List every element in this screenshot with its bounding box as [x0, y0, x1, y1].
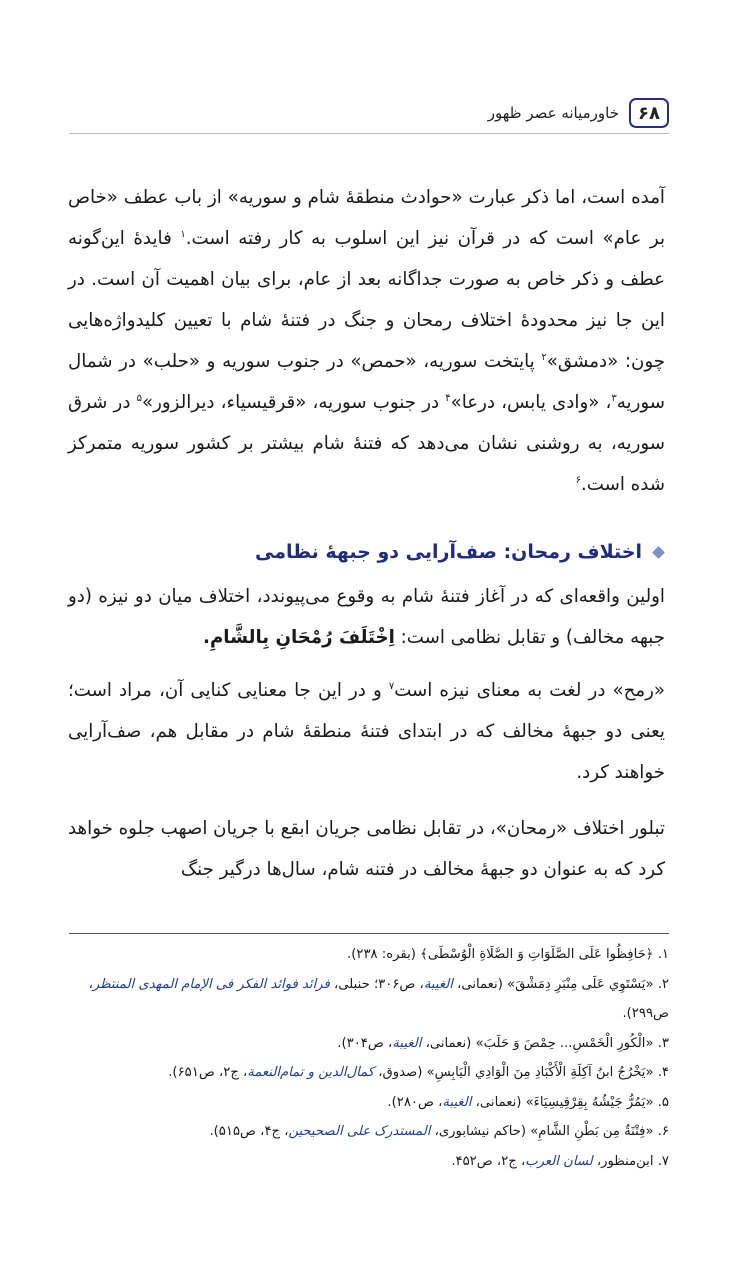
footnote-ref-2[interactable]: ۲: [541, 351, 547, 363]
paragraph-1-text: در جنوب سوریه، «قرقیسیاء، دیرالزور»: [141, 392, 446, 413]
footnote-divider: [69, 933, 669, 934]
footnote-text: ، ص۲۹۹).: [88, 976, 669, 1021]
paragraph-1-text: پایتخت سوریه، «حمص» در جنوب سوریه و «حلب» در شمال سوریه: [68, 351, 665, 413]
footnote-ref-1[interactable]: ۱: [180, 228, 186, 240]
page-header: [69, 95, 669, 131]
footnote-source-title: الغيبة: [423, 976, 453, 992]
paragraph-2-text: اولین واقعه‌ای که در آغاز فتنهٔ شام به وقوع می‌پیوندد، اختلاف میان دو نیزه (دو جبهه مخالف) و تقابل نظامی است:: [68, 586, 665, 648]
paragraph-1-text: در شرق سوریه، به روشنی نشان می‌دهد که فتنهٔ شام بیشتر بر کشور سوریه متمرکز شده است.: [68, 392, 665, 495]
footnotes: [69, 940, 669, 1176]
footnote-text: ۲. «يَسْتَوِي عَلَى مِنْبَرِ دِمَشْقَ» (نعمانی،: [452, 976, 669, 992]
footnote-source-title: الغيبة: [442, 1094, 472, 1110]
footnote-text: ۶. «فِتْنَةٌ مِن بَطْنِ الشَّامِ» (حاکم نیشابوری،: [430, 1124, 669, 1139]
footnote-source-title: لسان العرب: [525, 1153, 593, 1169]
footnote-text: ۳. «الْكُورِ الْخَمْسِ... حِمْصَ وَ حَلَبَ» (نعمانی،: [421, 1035, 669, 1051]
footnote-ref-3[interactable]: ۳: [611, 392, 617, 404]
running-title: خاورمیانه عصر ظهور: [487, 104, 619, 122]
paragraph-1: [68, 177, 665, 505]
paragraph-4: [68, 808, 665, 890]
paragraph-3-text: و در این جا معنایی کنایی آن، مراد است؛ یعنی دو جبههٔ مخالف که در ابتدای فتنهٔ منطقهٔ شام در مقابل هم، صف‌آرایی خواهند کرد.: [68, 680, 665, 783]
footnote-text: ۴. «يَخْرُجُ ابنُ آكِلَةِ الْأَكْبَادِ مِنَ الْوَادِي الْيَابِسِ» (صدوق،: [374, 1065, 669, 1080]
paragraph-1-text: آمده است، اما ذکر عبارت «حوادث منطقهٔ شام و سوریه» از باب عطف «خاص بر عام» است که در قرآن نیز این اسلوب به کار رفته است.: [68, 187, 666, 249]
footnote-ref-5[interactable]: ۵: [136, 392, 142, 404]
footnote-4: [69, 1058, 669, 1088]
footnote-text: ، ص۳۰۶؛ حنبلی،: [329, 976, 424, 992]
footnote-text: ، ج۲، ص۴۵۲.: [451, 1153, 526, 1169]
paragraph-4-text: تبلور اختلاف «رمحان»، در تقابل نظامی جریان ابقع با جریان اصهب جلوه خواهد کرد که به عنوان دو جبههٔ مخالف در فتنه شام، سال‌ها درگیر جنگ: [68, 818, 665, 880]
paragraph-3: [68, 670, 665, 793]
footnote-text: ، ص۳۰۴).: [337, 1035, 393, 1051]
section-heading: [68, 532, 665, 572]
footnote-ref-7[interactable]: ۷: [388, 680, 395, 692]
footnote-text: ۱. ﴿حَافِظُوا عَلَى الصَّلَوَاتِ وَ الصَّلَاةِ الْوُسْطَى﴾ (بقره: ۲۳۸).: [347, 947, 669, 962]
paragraph-3-text: «رمح» در لغت به معنای نیزه است: [394, 680, 666, 701]
footnote-source-title: کمال‌الدین و تمام‌النعمة: [247, 1065, 375, 1080]
footnote-text: ۷. ابن‌منظور،: [592, 1153, 669, 1169]
footnote-text: ۵. «يَمُرُّ جَيْشُهُ بِقِرْقِيسِيَاءَ» (نعمانی،: [471, 1094, 669, 1110]
footnote-6: [69, 1117, 669, 1147]
footnote-text: ، ص۲۸۰).: [387, 1094, 443, 1110]
paragraph-2: [68, 576, 665, 658]
footnote-1: [69, 940, 669, 970]
footnote-ref-6[interactable]: ۶: [575, 474, 581, 486]
footnote-5: [69, 1088, 669, 1118]
paragraph-1-text: فایدهٔ این‌گونه عطف و ذکر خاص به صورت جداگانه بعد از عام، برای بیان اهمیت آن است. در این جا نیز محدودهٔ اختلاف رمحان و جنگ در فتنهٔ شام با تعیین کلیدواژه‌هایی چون: «دمشق»: [68, 228, 665, 372]
footnote-ref-4[interactable]: ۴: [445, 392, 451, 404]
section-heading-text: اختلاف رمحان: صف‌آرایی دو جبههٔ نظامی: [254, 541, 642, 563]
footnote-text: ، ج۲، ص۶۵۱).: [168, 1065, 248, 1080]
footnote-2: [69, 970, 669, 1029]
footnote-text: ، ج۴، ص۵۱۵).: [209, 1124, 289, 1139]
footnote-3: [69, 1029, 669, 1059]
footnote-7: [69, 1147, 669, 1177]
footnote-source-title: الغيبة: [392, 1035, 422, 1051]
page-number: ۶۸: [629, 98, 669, 128]
footnote-source-title: فرائد فوائد الفکر فی الإمام المهدی المنتظر: [92, 976, 330, 992]
paragraph-1-text: ، «وادی یابس، درعا»: [450, 392, 612, 413]
diamond-bullet-icon: [652, 546, 665, 559]
hadith-quote: اِخْتَلَفَ رُمْحَانِ بِالشَّامِ.: [203, 627, 395, 648]
footnote-source-title: المستدرک علی الصحیحین: [288, 1124, 431, 1139]
header-divider: [69, 133, 669, 134]
